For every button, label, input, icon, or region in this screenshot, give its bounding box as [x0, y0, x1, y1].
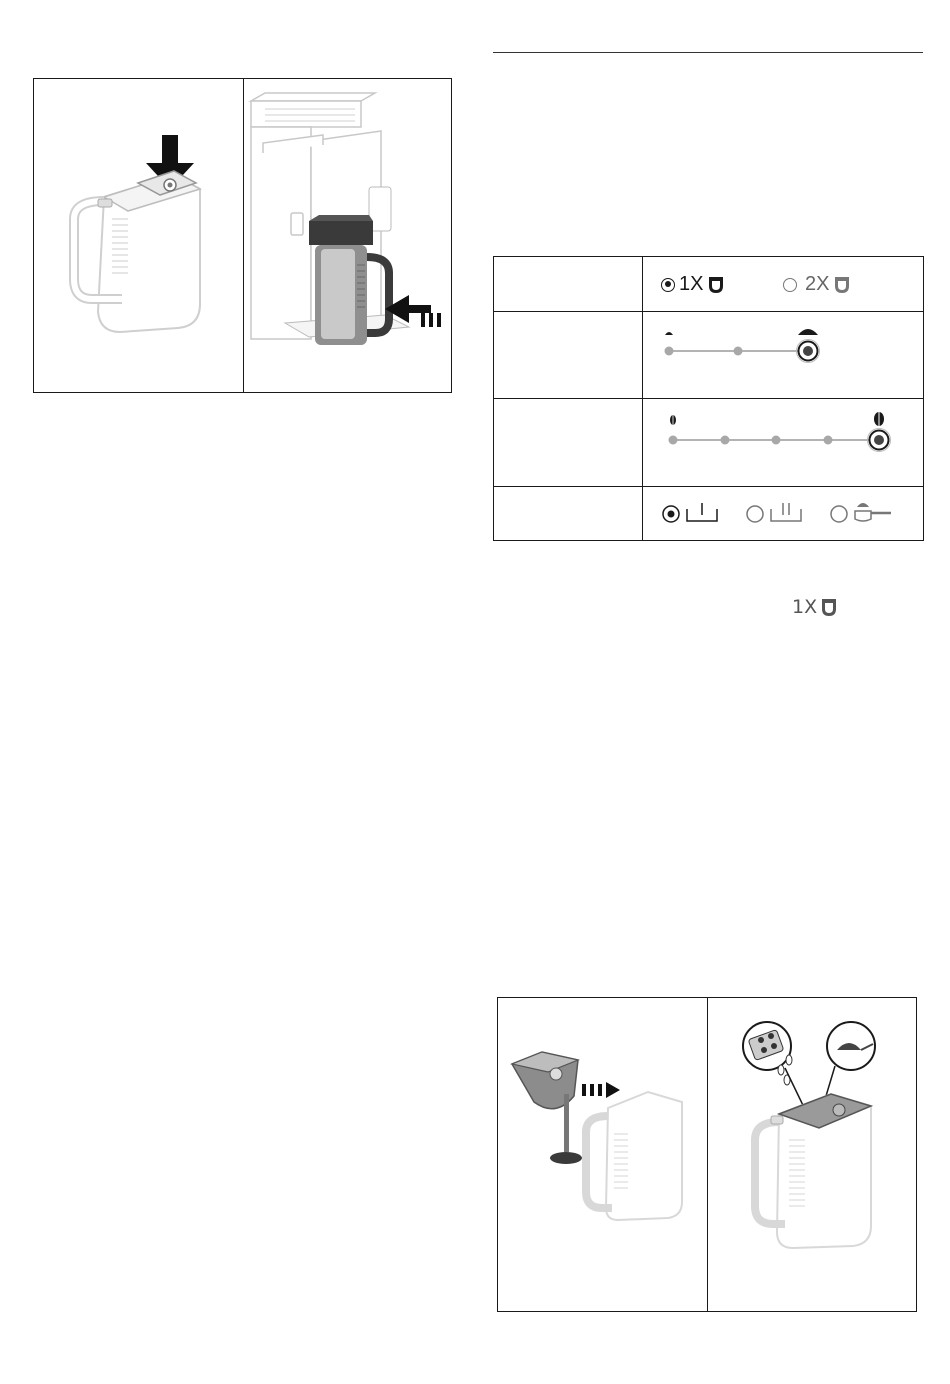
setting-label-cell	[494, 399, 643, 487]
option-label: 2X	[805, 273, 830, 295]
inline-strength-indicator	[792, 596, 838, 618]
ground-coffee-scoop-icon	[855, 503, 891, 521]
carafe-insert-illustration	[245, 79, 451, 391]
slider-step	[669, 436, 678, 445]
cup-icon	[833, 276, 851, 294]
table-row	[494, 312, 924, 399]
setting-value-cell	[643, 487, 924, 541]
section-divider	[493, 52, 923, 53]
radio-selected-icon	[661, 278, 675, 292]
single-cup-outlet-icon	[687, 503, 717, 521]
setting-label-cell	[494, 257, 643, 312]
slider-step	[721, 436, 730, 445]
table-row	[494, 257, 924, 312]
slider-step	[824, 436, 833, 445]
coffee-strength-slider[interactable]	[643, 399, 923, 486]
setting-label-cell	[494, 312, 643, 399]
milk-froth-low-icon	[665, 332, 673, 335]
settings-table	[493, 256, 924, 541]
brew-source-options[interactable]	[643, 487, 923, 540]
cup-icon	[820, 598, 838, 617]
milk-froth-slider[interactable]	[643, 312, 923, 398]
table-row	[494, 399, 924, 487]
option-label: 1X	[679, 273, 704, 295]
carafe-lid-press-illustration	[34, 79, 242, 391]
frother-insert-illustration	[498, 998, 706, 1310]
slider-step	[734, 347, 743, 356]
setting-label-cell	[494, 487, 643, 541]
radio-unselected-icon	[783, 278, 797, 292]
slider-step	[772, 436, 781, 445]
indicator-label: 1X	[792, 596, 818, 618]
option-1x[interactable]	[661, 273, 725, 296]
setting-value-cell	[643, 399, 924, 487]
double-cup-outlet-icon	[771, 503, 801, 521]
setting-value-cell	[643, 257, 924, 312]
option-2x[interactable]	[783, 273, 851, 296]
carafe-detail-illustration	[709, 998, 915, 1310]
slider-step	[665, 347, 674, 356]
carafe-assembly-panel	[497, 997, 917, 1312]
carafe-illustration-panel	[33, 78, 452, 393]
setting-value-cell	[643, 312, 924, 399]
table-row	[494, 487, 924, 541]
milk-froth-high-icon	[798, 329, 818, 335]
cup-icon	[707, 276, 725, 294]
